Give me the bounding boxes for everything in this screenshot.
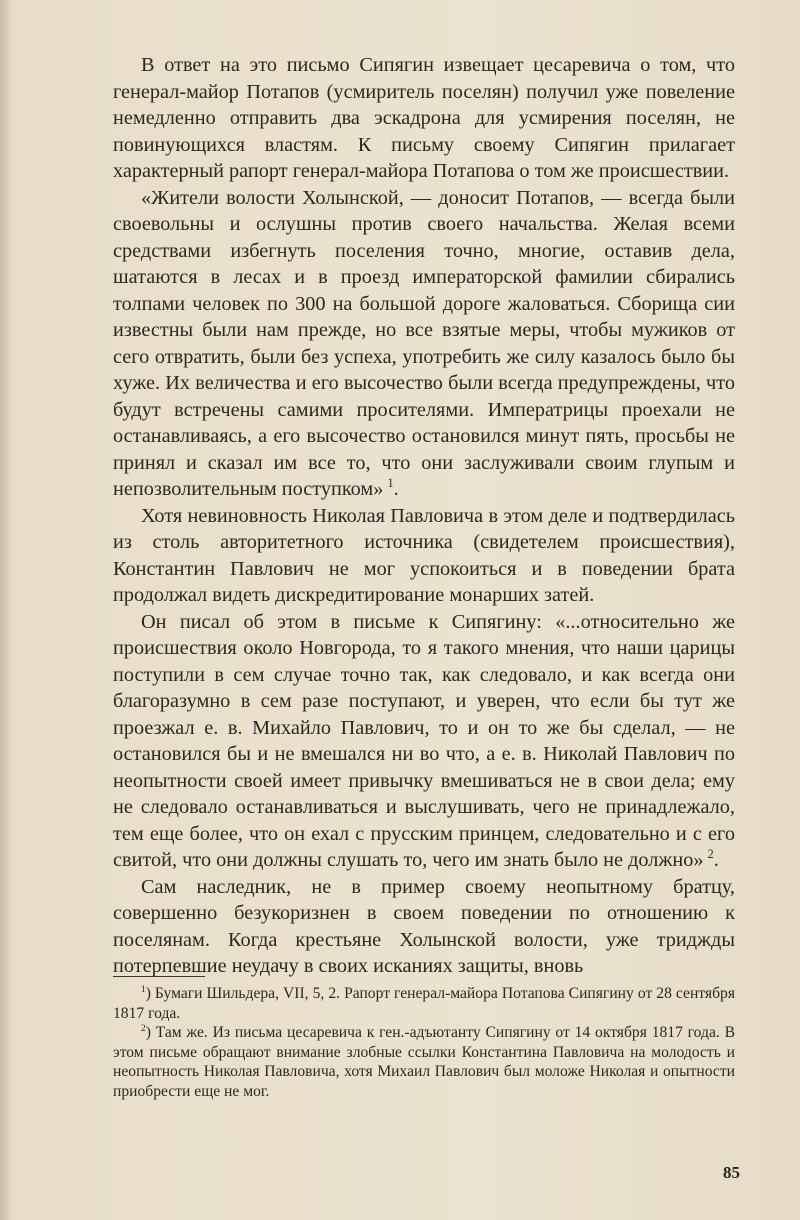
paragraph-4-text: Он писал об этом в письме к Сипягину: «...относительно же происшествия около Новгорода, то я такого мнения, что наши царицы поступили в сем случае точно так, как следовало, и как всегда они благоразумно в сем разе поступают, и уверен, что если бы тут же проезжал е. в. Михайло Павлович, то и он то же бы сделал, — не остановился бы и не вмешался ни во что, а е. в. Николай Павлович по неопытности своей имеет привычку вмешиваться не в свои дела; ему не следовало останавливаться и выслушивать, чего не принадлежало, тем еще более, что он ехал с прусским принцем, следовательно и с его свитой, что они должны слушать то, чего им знать было не должно» bbox=[113, 610, 735, 871]
footnote-divider bbox=[113, 976, 205, 977]
footnote-ref-1[interactable]: 1 bbox=[387, 476, 394, 491]
footnote-1 bbox=[113, 984, 735, 1023]
paragraph-1 bbox=[113, 52, 735, 185]
page-number: 85 bbox=[723, 1163, 740, 1182]
paragraph-4 bbox=[113, 609, 735, 874]
main-text bbox=[113, 52, 735, 980]
paragraph-2-text: «Жители волости Холынской, — доносит Потапов, — всегда были своевольны и ослушны против своего начальства. Желая всеми средствами избегнуть поселения точно, многие, оставив дела, шатаются в лесах и в проезд императорской фамилии сбирались толпами человек по 300 на большой дороге жаловаться. Сборища сии известны были нам прежде, но все взятые меры, чтобы мужиков от сего отвратить, были без успеха, употребить же силу казалось было бы хуже. Их величества и его высочество были всегда предупреждены, что будут встречены самими просителями. Императрицы проехали не останавливаясь, а его высочество остановился минут пять, просьбы не принял и сказал им все то, что они заслуживали своим глупым и непозволительным поступком» bbox=[113, 186, 735, 500]
footnote-2-marker: 2 bbox=[141, 1023, 146, 1034]
footnote-ref-1-tail: . bbox=[393, 478, 399, 500]
footnote-ref-2[interactable]: 2 bbox=[707, 847, 714, 862]
paragraph-3-text: Хотя невиновность Николая Павловича в этом деле и подтвердилась из столь авторитетного источника (свидетелем происшествия), Константин Павлович не мог успокоиться и в поведении брата продолжал видеть дискредитирование монарших затей. bbox=[113, 504, 735, 606]
paragraph-5 bbox=[113, 874, 735, 980]
footnotes bbox=[113, 984, 735, 1101]
page-binding-edge bbox=[0, 0, 10, 1220]
paragraph-2 bbox=[113, 185, 735, 503]
footnote-1-marker: 1 bbox=[141, 984, 146, 995]
paragraph-1-text: В ответ на это письмо Сипягин извещает цесаревича о том, что генерал-майор Потапов (усмиритель поселян) получил уже повеление немедленно отправить два эскадрона для усмирения поселян, не повинующихся властям. К письму своему Сипягин прилагает характерный рапорт генерал-майора Потапова о том же происшествии. bbox=[113, 54, 735, 182]
footnote-1-text: ) Бумаги Шильдера, VII, 5, 2. Рапорт генерал-майора Потапова Сипягину от 28 сентября 1817 года. bbox=[113, 985, 735, 1022]
paragraph-3 bbox=[113, 503, 735, 609]
paragraph-5-text: Сам наследник, не в пример своему неопытному братцу, совершенно безукоризнен в своем поведении по отношению к поселянам. Когда крестьяне Холынской волости, уже триджды потерпевшие неудачу в своих исканиях защиты, вновь bbox=[113, 875, 735, 977]
footnote-2-text: ) Там же. Из письма цесаревича к ген.-адъютанту Сипягину от 14 октября 1817 года. В этом письме обращают внимание злобные ссылки Константина Павловича на молодость и неопытность Николая Павловича, хотя Михаил Павлович был моложе Николая и опытности приобрести еще не мог. bbox=[113, 1024, 735, 1100]
footnote-2 bbox=[113, 1023, 735, 1101]
footnote-ref-2-tail: . bbox=[713, 849, 719, 871]
